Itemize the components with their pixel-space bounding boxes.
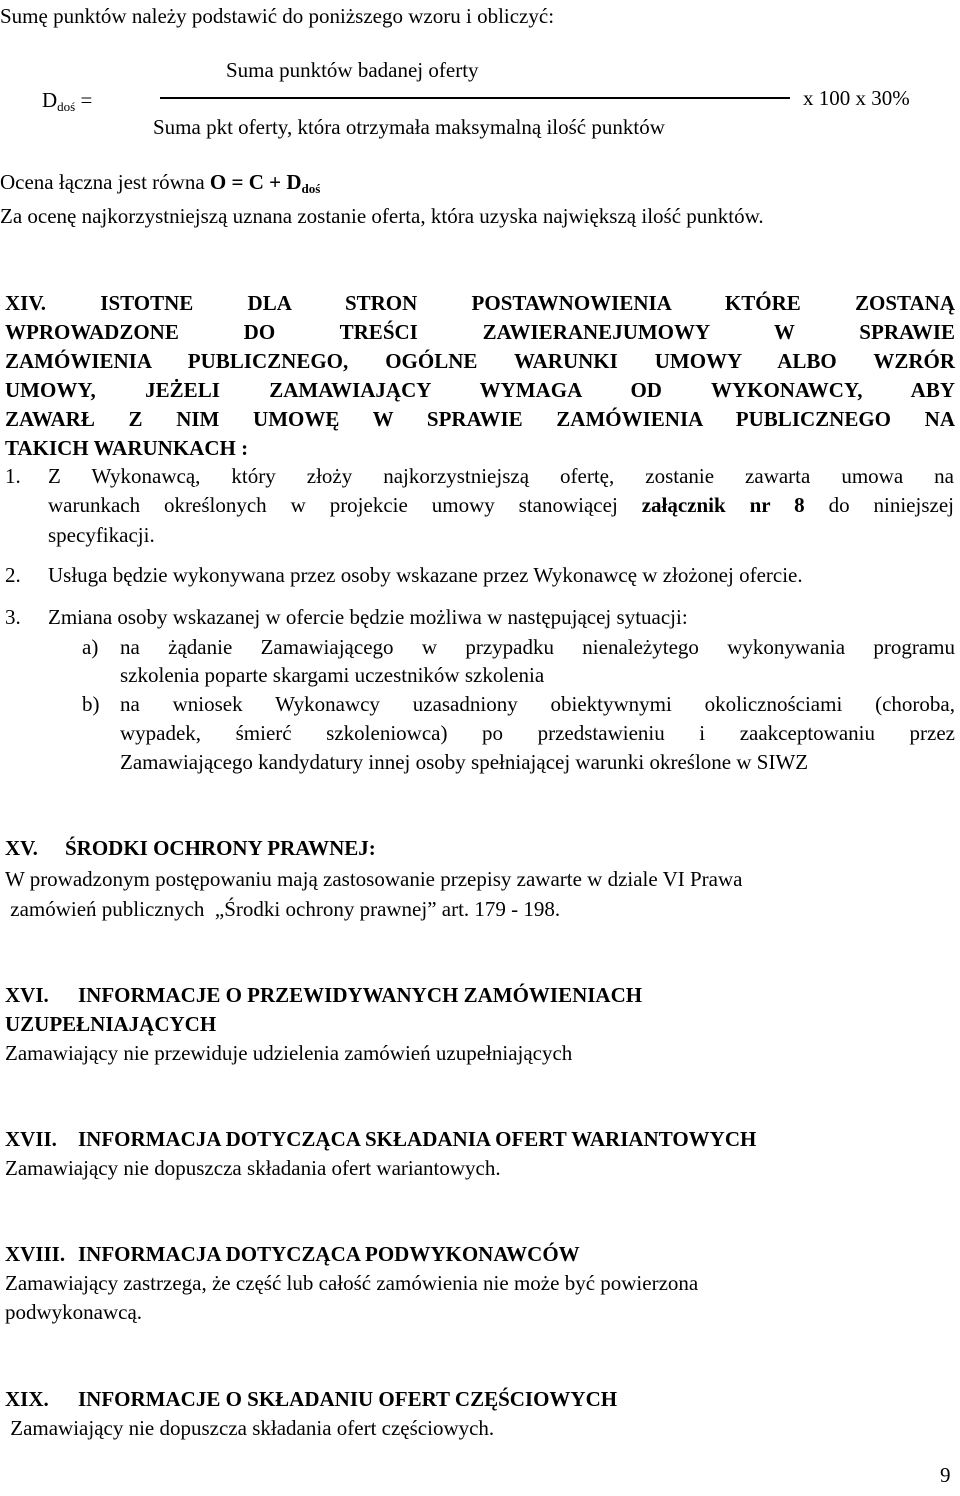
section-xiv-heading-line-5: ZAWARŁ Z NIM UMOWĘ W SPRAWIE ZAMÓWIENIA PUBLICZNEGO NA <box>5 407 955 431</box>
item-3b-line-1: na wniosek Wykonawcy uzasadniony obiektywnymi okolicznościami (choroba, <box>120 692 955 716</box>
formula-lhs-sub: doś <box>57 99 76 114</box>
section-xvi-title-1: INFORMACJE O PRZEWIDYWANYCH ZAMÓWIENIACH <box>78 983 643 1007</box>
item-2-text: Usługa będzie wykonywana przez osoby wskazane przez Wykonawcę w złożonej ofercie. <box>48 563 803 587</box>
formula-denominator: Suma pkt oferty, która otrzymała maksymalną ilość punktów <box>153 115 665 139</box>
section-xvii-title: INFORMACJA DOTYCZĄCA SKŁADANIA OFERT WARIANTOWYCH <box>78 1127 757 1151</box>
section-xv-line-1: W prowadzonym postępowaniu mają zastosowanie przepisy zawarte w dziale VI Prawa <box>5 867 743 891</box>
za-ocene-text: Za ocenę najkorzystniejszą uznana zostanie oferta, która uzyska największą ilość punktów. <box>0 204 764 228</box>
item-3b-line-3: Zamawiającego kandydatury innej osoby spełniającej warunki określone w SIWZ <box>120 750 809 774</box>
item-1-line-3: specyfikacji. <box>48 523 155 547</box>
item-3-number: 3. <box>5 605 21 629</box>
formula-lhs <box>42 90 92 113</box>
section-xvii-number: XVII. <box>5 1127 57 1151</box>
ocena-formula: O = C + D <box>209 170 302 194</box>
item-3b-label: b) <box>82 692 100 716</box>
ocena-text: Ocena łączna jest równa <box>0 170 210 194</box>
fraction-bar <box>160 97 790 99</box>
section-xix-number: XIX. <box>5 1387 49 1411</box>
item-1-line-2-pre: warunkach określonych w projekcie umowy stanowiącej <box>48 493 642 517</box>
formula-numerator: Suma punktów badanej oferty <box>226 58 479 82</box>
page-number: 9 <box>940 1463 951 1487</box>
item-3-text: Zmiana osoby wskazanej w ofercie będzie możliwa w następującej sytuacji: <box>48 605 688 629</box>
item-1-line-1: Z Wykonawcą, który złoży najkorzystniejszą ofertę, zostanie zawarta umowa na <box>48 464 954 488</box>
section-xix-text: Zamawiający nie dopuszcza składania ofert częściowych. <box>5 1416 495 1440</box>
formula-multiplier: x 100 x 30% <box>803 86 910 110</box>
section-xviii-title: INFORMACJA DOTYCZĄCA PODWYKONAWCÓW <box>78 1242 580 1266</box>
item-3a-label: a) <box>82 635 99 659</box>
section-xiv-heading-line-2: WPROWADZONE DO TREŚCI ZAWIERANEJUMOWY W SPRAWIE <box>5 320 955 344</box>
intro-text: Sumę punktów należy podstawić do poniższego wzoru i obliczyć: <box>0 4 555 28</box>
item-3b-line-2: wypadek, śmierć szkoleniowca) po przedstawieniu i zaakceptowaniu przez <box>120 721 955 745</box>
ocena-line <box>0 172 320 195</box>
item-1-line-2 <box>48 495 954 516</box>
item-3a-line-1: na żądanie Zamawiającego w przypadku nienależytego wykonywania programu <box>120 635 955 659</box>
section-xviii-number: XVIII. <box>5 1242 66 1266</box>
section-xvi-number: XVI. <box>5 983 49 1007</box>
section-xviii-line-2: podwykonawcą. <box>5 1300 143 1324</box>
item-1-line-2-bold: załącznik nr 8 <box>641 493 805 517</box>
section-xv-title: ŚRODKI OCHRONY PRAWNEJ: <box>65 836 376 860</box>
section-xv-number: XV. <box>5 836 38 860</box>
item-3a-line-2: szkolenia poparte skargami uczestników szkolenia <box>120 663 545 687</box>
section-xvi-text: Zamawiający nie przewiduje udzielenia zamówień uzupełniających <box>5 1041 573 1065</box>
section-xvi-title-2: UZUPEŁNIAJĄCYCH <box>5 1012 217 1036</box>
formula-lhs-main: D <box>42 88 58 112</box>
item-1-number: 1. <box>5 464 21 488</box>
section-xiv-heading-line-4: UMOWY, JEŻELI ZAMAWIAJĄCY WYMAGA OD WYKONAWCY, ABY <box>5 378 955 402</box>
section-xvii-text: Zamawiający nie dopuszcza składania ofert wariantowych. <box>5 1156 501 1180</box>
section-xviii-line-1: Zamawiający zastrzega, że część lub całość zamówienia nie może być powierzona <box>5 1271 699 1295</box>
item-1-line-2-post: do niniejszej <box>804 493 954 517</box>
item-2-number: 2. <box>5 563 21 587</box>
section-xiv-heading-line-6: TAKICH WARUNKACH : <box>5 436 249 460</box>
section-xv-line-2: zamówień publicznych „Środki ochrony prawnej” art. 179 - 198. <box>5 897 561 921</box>
ocena-sub: doś <box>301 181 321 196</box>
section-xiv-heading-line-1: XIV. ISTOTNE DLA STRON POSTAWNOWIENIA KTÓRE ZOSTANĄ <box>5 291 955 315</box>
section-xix-title: INFORMACJE O SKŁADANIU OFERT CZĘŚCIOWYCH <box>78 1387 618 1411</box>
section-xiv-heading-line-3: ZAMÓWIENIA PUBLICZNEGO, OGÓLNE WARUNKI UMOWY ALBO WZRÓR <box>5 349 955 373</box>
formula-lhs-eq: = <box>75 88 93 112</box>
